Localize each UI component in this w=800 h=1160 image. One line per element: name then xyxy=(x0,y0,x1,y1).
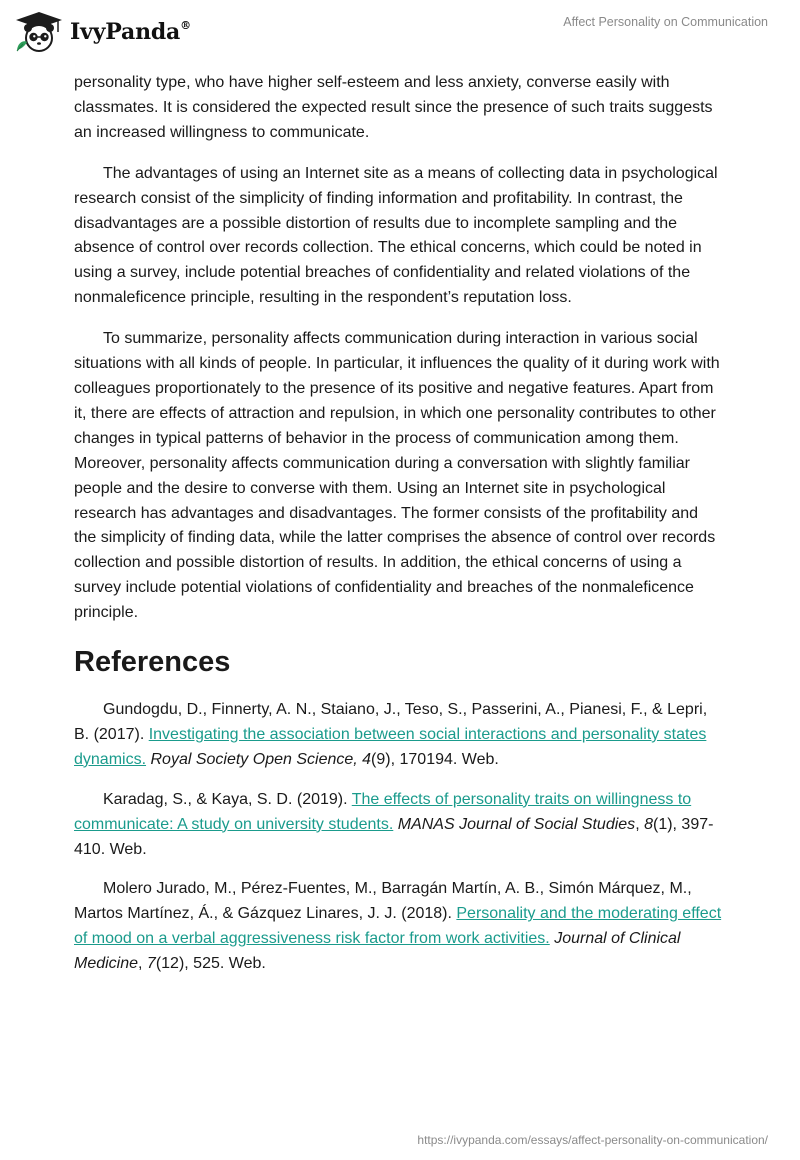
reference-separator: , xyxy=(635,815,645,833)
reference-journal: MANAS Journal of Social Studies xyxy=(397,815,636,833)
essay-content xyxy=(74,71,724,992)
reference-journal: Royal Society Open Science, 4 xyxy=(150,750,372,768)
panda-graduate-icon xyxy=(14,10,64,54)
reference-authors: Molero Jurado, M., Pérez-Fuentes, M., Barragán Martín, A. B., Simón Márquez, M., Martos Martínez, Á., & Gázquez Linares, J. J. (2018). xyxy=(74,880,692,923)
reference-link[interactable]: Personality and the moderating effect of mood on a verbal aggressiveness risk factor from work activities. xyxy=(74,905,722,948)
body-paragraph: To summarize, personality affects communication during interaction in various social situations with all kinds of people. In particular, it influences the quality of it during work with colleagues proportionately to the presence of its positive and negative features. Apart from it, there are effects of attraction and repulsion, in which one personality contributes to other changes in typical patterns of behavior in the process of communication among them. Moreover, personality affects communication during a conversation with slightly familiar people and the desire to converse with them. Using an Internet site in psychological research has advantages and disadvantages. The former consists of the profitability and the simplicity of finding data, while the latter comprises the absence of control over records collection and possible distortion of results. In addition, the ethical concerns of using a survey include potential violations of confidentiality and breaches of the nonmaleficence principle. xyxy=(74,330,720,622)
reference-volume: 8 xyxy=(644,815,653,833)
reference-link[interactable]: Investigating the association between social interactions and personality states dynamics. xyxy=(74,725,707,768)
reference-link[interactable]: The effects of personality traits on willingness to communicate: A study on university students. xyxy=(74,790,692,833)
brand-name: IvyPanda® xyxy=(70,19,191,45)
references-heading: References xyxy=(74,646,231,679)
reference-authors: Gundogdu, D., Finnerty, A. N., Staiano, J., Teso, S., Passerini, A., Pianesi, F., & Lepri, B. (2017). xyxy=(74,701,708,743)
body-paragraph: personality type, who have higher self-esteem and less anxiety, converse easily with classmates. It is considered the expected result since the presence of such traits suggests an increased willingness to communicate. xyxy=(74,74,713,141)
ivypanda-logo[interactable] xyxy=(14,10,191,54)
reference-entry xyxy=(74,877,724,977)
footer-url[interactable]: https://ivypanda.com/essays/affect-personality-on-communication/ xyxy=(417,1133,768,1147)
reference-entry xyxy=(74,698,724,773)
reference-entry xyxy=(74,788,724,863)
page-header xyxy=(0,0,800,70)
reference-authors: Karadag, S., & Kaya, S. D. (2019). xyxy=(103,790,352,808)
document-title: Affect Personality on Communication xyxy=(563,15,768,29)
reference-details: (1), 397-410. Web. xyxy=(74,815,714,858)
reference-details: (12), 525. Web. xyxy=(155,955,266,973)
reference-volume: 7 xyxy=(146,955,156,973)
body-paragraph: The advantages of using an Internet site as a means of collecting data in psychological research consist of the simplicity of finding information and profitability. In contrast, the disadvantages are a possible distortion of results due to incomplete sampling and the absence of control over records collection. The ethical concerns, which could be noted in using a survey, include potential breaches of confidentiality and related violations of the nonmaleficence principle, resulting in the respondent’s reputation loss. xyxy=(74,164,718,307)
reference-separator: , xyxy=(138,955,147,973)
reference-details: (9), 170194. Web. xyxy=(371,750,499,768)
reference-journal: Journal of Clinical Medicine xyxy=(74,930,681,973)
